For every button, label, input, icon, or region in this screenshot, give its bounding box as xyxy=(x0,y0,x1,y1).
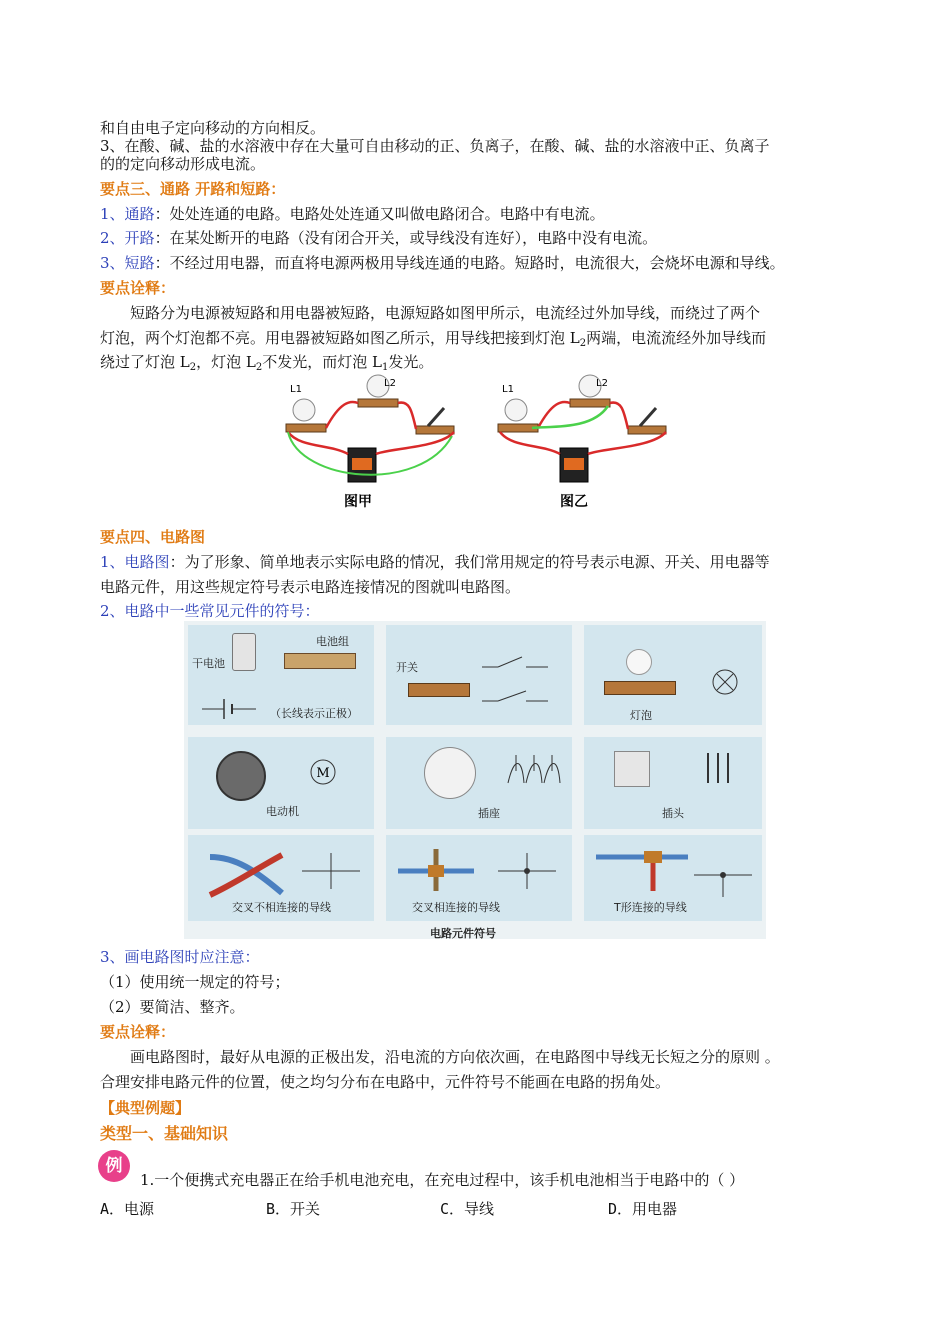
intro-line-2: 3、在酸、碱、盐的水溶液中存在大量可自由移动的正、负离子，在酸、碱、盐的水溶液中正、负离子 xyxy=(100,137,770,155)
lamp-label-l1: L1 xyxy=(502,384,514,395)
figure-caption-yi: 图乙 xyxy=(560,494,588,510)
motor-photo-icon xyxy=(216,751,266,801)
wire xyxy=(288,432,348,454)
examples-heading: 【典型例题】 xyxy=(100,1099,191,1117)
section3-note-line-2 xyxy=(100,328,766,354)
section4-note-heading: 要点诠释： xyxy=(100,1023,176,1041)
section3-note-line-1: 短路分为电源被短路和用电器被短路，电源短路如图甲所示，电流经过外加导线，而绕过了两个 xyxy=(130,304,761,322)
item-term: 电路图 xyxy=(124,553,170,571)
note-text: ，灯泡 L xyxy=(196,353,256,371)
item-text: ：不经过用电器，而直将电源两极用导线连通的电路。短路时，电流很大，会烧坏电源和导线。 xyxy=(154,254,785,272)
item-term: 开路 xyxy=(124,229,155,247)
cell-battery xyxy=(188,625,374,725)
section4-item-1 xyxy=(100,552,770,572)
item-text: ：为了形象、简单地表示实际电路的情况，我们常用规定的符号表示电源、开关、用电器等 xyxy=(169,553,770,571)
symbols-caption: 电路元件符号 xyxy=(430,927,496,940)
wire xyxy=(538,402,570,428)
item-num: 1、 xyxy=(100,553,125,571)
subscript: 1 xyxy=(381,362,389,373)
socket-photo-icon xyxy=(424,747,476,799)
section4-note-line-2: 合理安排电路元件的位置，使之均匀分布在电路中，元件符号不能画在电路的拐角处。 xyxy=(100,1073,671,1091)
t-joined-symbol-icon xyxy=(694,859,754,899)
bulb-base-l1 xyxy=(286,424,326,432)
figure-jia xyxy=(286,375,454,510)
switch-lever-icon xyxy=(428,408,444,426)
socket-symbol-icon xyxy=(506,751,562,787)
lamp-label-l2: L2 xyxy=(596,378,608,389)
bulb-l1-icon xyxy=(293,399,315,421)
label-t-joined: T形连接的导线 xyxy=(614,901,687,914)
battery-cell-icon xyxy=(232,633,256,671)
section3-heading: 要点三、通路 开路和短路： xyxy=(100,180,286,198)
note-text: 绕过了灯泡 L xyxy=(100,353,190,371)
subscript: 2 xyxy=(255,362,263,373)
switch-lever-icon xyxy=(640,408,656,426)
figure-caption-jia: 图甲 xyxy=(344,494,372,510)
item-text: ：在某处断开的电路（没有闭合开关，或导线没有连好），电路中没有电流。 xyxy=(154,229,658,247)
cell-bulb xyxy=(584,625,762,725)
cell-switch xyxy=(386,625,572,725)
intro-line-3: 的的定向移动形成电流。 xyxy=(100,155,266,173)
plug-symbol-icon xyxy=(702,753,736,793)
lamp-label-l2: L2 xyxy=(384,378,396,389)
label-socket: 插座 xyxy=(478,807,500,820)
type1-heading: 类型一、基础知识 xyxy=(100,1124,229,1143)
cell-t-joined xyxy=(584,835,762,921)
switch-base xyxy=(628,426,666,434)
section4-item-3: 3、画电路图时应注意： xyxy=(100,948,260,966)
plug-photo-icon xyxy=(614,751,650,787)
section4-heading: 要点四、电路图 xyxy=(100,528,206,546)
battery-label xyxy=(564,458,584,470)
battery-label xyxy=(352,458,372,470)
short-circuit-figures xyxy=(280,372,670,517)
label-battery: 干电池 xyxy=(192,657,225,670)
option-b: B．开关 xyxy=(266,1200,321,1218)
section3-item-1 xyxy=(100,204,605,224)
wire xyxy=(588,432,666,454)
label-battery-note: （长线表示正极） xyxy=(270,707,358,720)
question-text: 1.一个便携式充电器正在给手机电池充电，在充电过程中，该手机电池相当于电路中的（ ） xyxy=(140,1171,745,1189)
bulb-base-photo xyxy=(604,681,676,695)
label-switch: 开关 xyxy=(396,661,418,674)
label-motor: 电动机 xyxy=(266,805,299,818)
bulb-symbol-icon xyxy=(710,667,740,697)
motor-symbol-icon xyxy=(308,757,338,787)
switch-symbol-icon xyxy=(482,655,552,711)
section4-item-1-cont: 电路元件，用这些规定符号表示电路连接情况的图就叫电路图。 xyxy=(100,578,521,596)
rule-1: （1）使用统一规定的符号； xyxy=(100,973,290,991)
cross-unjoined-photo-icon xyxy=(206,843,286,899)
item-text: ：处处连通的电路。电路处处连通又叫做电路闭合。电路中有电流。 xyxy=(154,205,605,223)
section3-item-3 xyxy=(100,253,785,273)
label-cross-unjoined: 交叉不相连接的导线 xyxy=(232,901,331,914)
cell-motor xyxy=(188,737,374,829)
option-c: C．导线 xyxy=(440,1200,495,1218)
cell-plug xyxy=(584,737,762,829)
bulb-l1-icon xyxy=(505,399,527,421)
cross-joined-photo-icon xyxy=(396,847,476,893)
motor-symbol-letter: M xyxy=(316,766,330,781)
wire xyxy=(326,402,358,428)
label-battery-group: 电池组 xyxy=(316,635,349,648)
cell-socket xyxy=(386,737,572,829)
section4-item-2: 2、电路中一些常见元件的符号： xyxy=(100,602,320,620)
label-cross-joined: 交叉相连接的导线 xyxy=(412,901,500,914)
wire xyxy=(376,432,454,454)
cross-joined-symbol-icon xyxy=(498,851,558,891)
option-a: A．电源 xyxy=(100,1200,155,1218)
label-plug: 插头 xyxy=(662,807,684,820)
wire xyxy=(500,432,560,454)
section4-note-line-1: 画电路图时，最好从电源的正极出发，沿电流的方向依次画，在电路图中导线无长短之分的原则 。 xyxy=(130,1048,780,1066)
item-num: 2、 xyxy=(100,229,125,247)
item-num: 3、 xyxy=(100,254,125,272)
battery-group-icon xyxy=(284,653,356,669)
example-badge: 例 xyxy=(98,1150,130,1182)
wire xyxy=(610,403,628,429)
intro-line-1: 和自由电子定向移动的方向相反。 xyxy=(100,119,326,137)
bulb-base-l2 xyxy=(570,399,610,407)
note-text: 灯泡，两个灯泡都不亮。用电器被短路如图乙所示，用导线把接到灯泡 L xyxy=(100,329,580,347)
note-text: 两端，电流流经外加导线而 xyxy=(586,329,767,347)
item-num: 1、 xyxy=(100,205,125,223)
label-bulb: 灯泡 xyxy=(630,709,652,722)
section3-note-heading: 要点诠释： xyxy=(100,279,176,297)
bulb-base-l2 xyxy=(358,399,398,407)
switch-photo-icon xyxy=(408,683,470,697)
subscript: 2 xyxy=(189,362,197,373)
cell-cross-unjoined xyxy=(188,835,374,921)
lamp-label-l1: L1 xyxy=(290,384,302,395)
rule-2: （2）要简洁、整齐。 xyxy=(100,998,245,1016)
subscript: 2 xyxy=(579,338,587,349)
symbols-panel xyxy=(184,621,766,939)
note-text: 不发光，而灯泡 L xyxy=(262,353,382,371)
wire xyxy=(398,403,416,429)
bulb-photo-icon xyxy=(626,649,652,675)
section3-item-2 xyxy=(100,228,657,248)
t-joined-photo-icon xyxy=(592,843,692,895)
cell-cross-joined xyxy=(386,835,572,921)
cross-unjoined-symbol-icon xyxy=(302,851,362,891)
note-text: 发光。 xyxy=(388,353,434,371)
item-term: 通路 xyxy=(124,205,155,223)
item-term: 短路 xyxy=(124,254,155,272)
option-d: D．用电器 xyxy=(608,1200,678,1218)
battery-symbol-icon xyxy=(202,697,258,721)
switch-base xyxy=(416,426,454,434)
figure-yi xyxy=(498,375,666,510)
